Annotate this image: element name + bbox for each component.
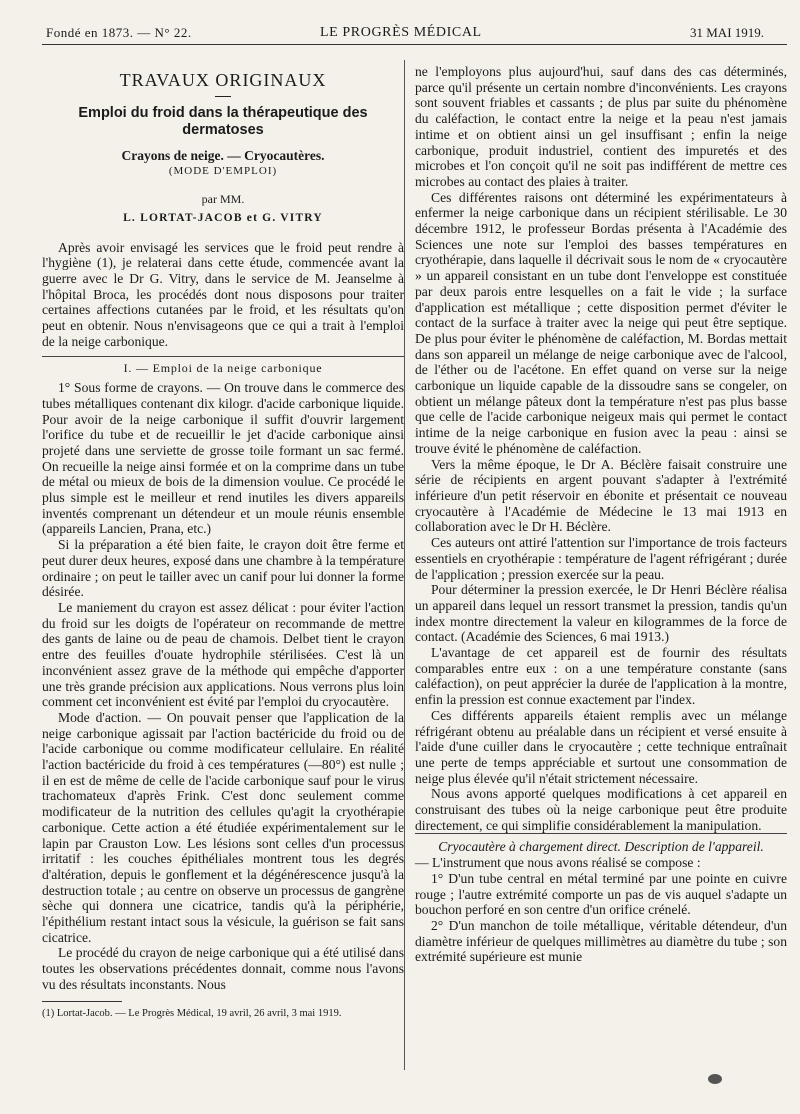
paragraph: Mode d'action. — On pouvait penser que l'application de la neige carbonique agissait par l'action bactéricide du froid ou de l'acide carbonique ou comme modificateur cellulaire. En réalité l'action bactéricide du froid à ces températures (—80°) est nulle ; il en est de même de celle de l'acide carbonique sauf pour le virus trachomateux d'après Frink. C'est donc seulement comme modificateur de la nutrition des cellules qu'agit la cryothérapie carbonique. Cette action a été étudiée expérimentalement sur le lapin par Crauston Low. Les lésions sont celles d'un processus irritatif : les couches épithéliales montrent tous les degrés d'altération, depuis le gonflement et la dégénérescence jusqu'à la destruction totale ; au centre on observe un processus de gangrène sèche qui donnera une cicatrice, tandis qu'à la périphérie, l'épithélium restant intact sous la vésicule, la guérison se fait sans cicatrice. xyxy=(42,709,404,945)
title-dash xyxy=(215,96,231,97)
paragraph: Nous avons apporté quelques modifications à cet appareil en construisant des tubes où la neige carbonique peut être produite directement, ce qui simplifie considérablement la manipulation. xyxy=(415,786,787,833)
paragraph: Ces différents appareils étaient remplis avec un mélange réfrigérant obtenu au préalable dans un récipient et versé ensuite à l'aide d'une cuiller dans le cryocautère ; cette technique entraînait une perte de temps appréciable et surtout une consommation de neige plus élevée qu'il n'était strictement nécessaire. xyxy=(415,707,787,786)
paragraph: Pour déterminer la pression exercée, le Dr Henri Béclère réalisa un appareil dans lequel un ressort transmet la pression, tandis qu'un index montre directement la valeur en kilogrammes de la force de contact. (Académie des Sciences, 6 mai 1913.) xyxy=(415,582,787,645)
section-heading: I. — Emploi de la neige carbonique xyxy=(42,356,404,377)
paragraph: Ces différentes raisons ont déterminé les expérimentateurs à enfermer la neige carbonique dans un récipient stérilisable. Le 30 décembre 1912, le professeur Bordas présenta à l'Académie des Sciences une note sur l'emploi des basses températures en cryothérapie, dans laquelle il décrivait sous le nom de « cryocautère » un appareil consistant en un tube dont l'enveloppe est constituée par deux parois entre lesquelles on a fait le vide ; la surface d'application est métallique ; cette disposition permet d'éviter le contact de la surface à traiter avec la neige qui peut être septique. De plus pour éviter le phénomène de caléfaction, M. Bordas mettait dans son appareil un mélange de neige carbonique avec de l'alcool, de l'éther ou de l'acétone. En effet quand on verse sur la neige carbonique un liquide capable de la dissoudre sans se congeler, on obtient un mélange pâteux dont la température n'est pas plus basse que celle de l'acide carbonique neigeux mais qui permet le contact intime de la neige carbonique en fusion avec la peau : ainsi se trouve évité le phénomène de caléfaction. xyxy=(415,189,787,456)
article-mode: (MODE D'EMPLOI) xyxy=(168,165,278,178)
column-divider xyxy=(404,60,405,1070)
article-par: par MM. xyxy=(201,192,245,207)
paragraph: ne l'employons plus aujourd'hui, sauf dans des cas déterminés, parce qu'il présente un certain nombre d'inconvénients. Les crayons sont souvent friables et cassants ; de plus par suite du phénomène du caléfaction, le contact entre la neige et la peau n'est jamais intime et on obtient ainsi un gel insuffisant ; enfin la neige carbonique, produit industriel, contient des impuretés et des microbes et l'on conçoit qu'il ne soit pas indifférent de mettre ces microbes au contact des plaies à traiter. xyxy=(415,64,787,189)
paragraph: Ces auteurs ont attiré l'attention sur l'importance de trois facteurs essentiels en cryothérapie : température de l'agent réfrigérant ; durée de l'application ; pression exercée sur la peau. xyxy=(415,535,787,582)
right-column xyxy=(415,64,787,965)
article-authors: L. LORTAT-JACOB et G. VITRY xyxy=(123,211,323,224)
paragraph: — L'instrument que nous avons réalisé se compose : xyxy=(415,855,701,871)
paragraph: Vers la même époque, le Dr A. Béclère faisait construire une série de récipients en argent pouvant s'adapter à l'extrémité inférieure d'un petit réservoir en ébonite et présentait ce nouveau cryocautère à l'Académie de Médecine le 13 mai 1913 en collaboration avec le Dr H. Béclère. xyxy=(415,456,787,535)
paragraph: Après avoir envisagé les services que le froid peut rendre à l'hygiène (1), je relaterai dans cette étude, commencée avant la guerre avec le Dr G. Vitry, dans le service de M. Jeanselme à l'hôpital Broca, les procédés dont nous disposons pour traiter certaines affections cutanées par le froid, et les résultats qu'on peut en obtenir. Nous n'envisageons que ce qui a trait à l'emploi de la neige carbonique. xyxy=(42,239,404,349)
running-header xyxy=(0,0,800,44)
paragraph: 1° D'un tube central en métal terminé par une pointe en cuivre rouge ; l'autre extrémité comporte un pas de vis auquel s'adapte un bouchon perforé en son centre d'un orifice crénelé. xyxy=(415,870,787,918)
section-title: TRAVAUX ORIGINAUX xyxy=(119,70,327,90)
paragraph: Si la préparation a été bien faite, le crayon doit être ferme et peut durer deux heures, exposé dans une chambre à la température ordinaire ; on peut le tailler avec un canif pour lui donner la forme désirée. xyxy=(42,537,404,600)
paragraph: 2° D'un manchon de toile métallique, véritable détendeur, d'un diamètre inférieur de quelques millimètres au diamètre du tube ; son extrémité supérieure est munie xyxy=(415,917,787,965)
header-rule xyxy=(42,44,787,45)
journal-title: LE PROGRÈS MÉDICAL xyxy=(320,25,482,40)
left-column xyxy=(42,62,404,1020)
paragraph: L'avantage de cet appareil est de fournir des résultats comparables entre eux : on a une température constante (sans caléfaction), on peut apprécier la durée de l'application à la montre, enfin la pression est connue exactement par l'index. xyxy=(415,645,787,708)
issue-date: 31 MAI 1919. xyxy=(690,25,765,40)
paragraph: 1° Sous forme de crayons. — On trouve dans le commerce des tubes métalliques contenant dix kilogr. d'acide carbonique liquide. Pour avoir de la neige carbonique il suffit d'ouvrir largement l'orifice du tube et de recueillir le jet d'acide carbonique ainsi projeté dans une serviette de grosse toile formant un sac fermé. On recueille la neige ainsi formée et on la comprime dans un tube de métal ou mieux de bois de la dimension voulue. Ce procédé le plus simple est le meilleur et rend inutiles les divers appareils inventés comprenant un détendeur et un moule réunis ensemble (appareils Lancien, Prana, etc.) xyxy=(42,380,404,537)
article-title: Emploi du froid dans la thérapeutique des dermatoses xyxy=(78,104,368,138)
library-stamp xyxy=(708,1074,722,1084)
article-subtitle: Crayons de neige. — Cryocautères. xyxy=(121,147,325,163)
footnote: (1) Lortat-Jacob. — Le Progrès Médical, 19 avril, 26 avril, 3 mai 1919. xyxy=(42,1007,342,1019)
paragraph: Le procédé du crayon de neige carbonique qui a été utilisé dans toutes les observations précédentes donnait, comme nous l'avons vu des résultats inconstants. Nous xyxy=(42,945,404,992)
footnote-rule xyxy=(42,1001,122,1002)
paragraph: Le maniement du crayon est assez délicat : pour éviter l'action du froid sur les doigts de l'opérateur on recommande de mettre des gants de laine ou de peau de chamois. Delbet tient le crayon entre des feuilles d'ouate hydrophile stérilisées. C'est là un inconvénient assez grave de la méthode qui empêche d'apporter une très grande précision aux applications. Nous verrons plus loin comment cet inconvénient est évité par l'emploi du cryocautère. xyxy=(42,599,404,710)
subsection-heading: Cryocautère à chargement direct. Description de l'appareil. xyxy=(415,833,787,855)
header-founded: Fondé en 1873. — N° 22. xyxy=(46,25,192,40)
